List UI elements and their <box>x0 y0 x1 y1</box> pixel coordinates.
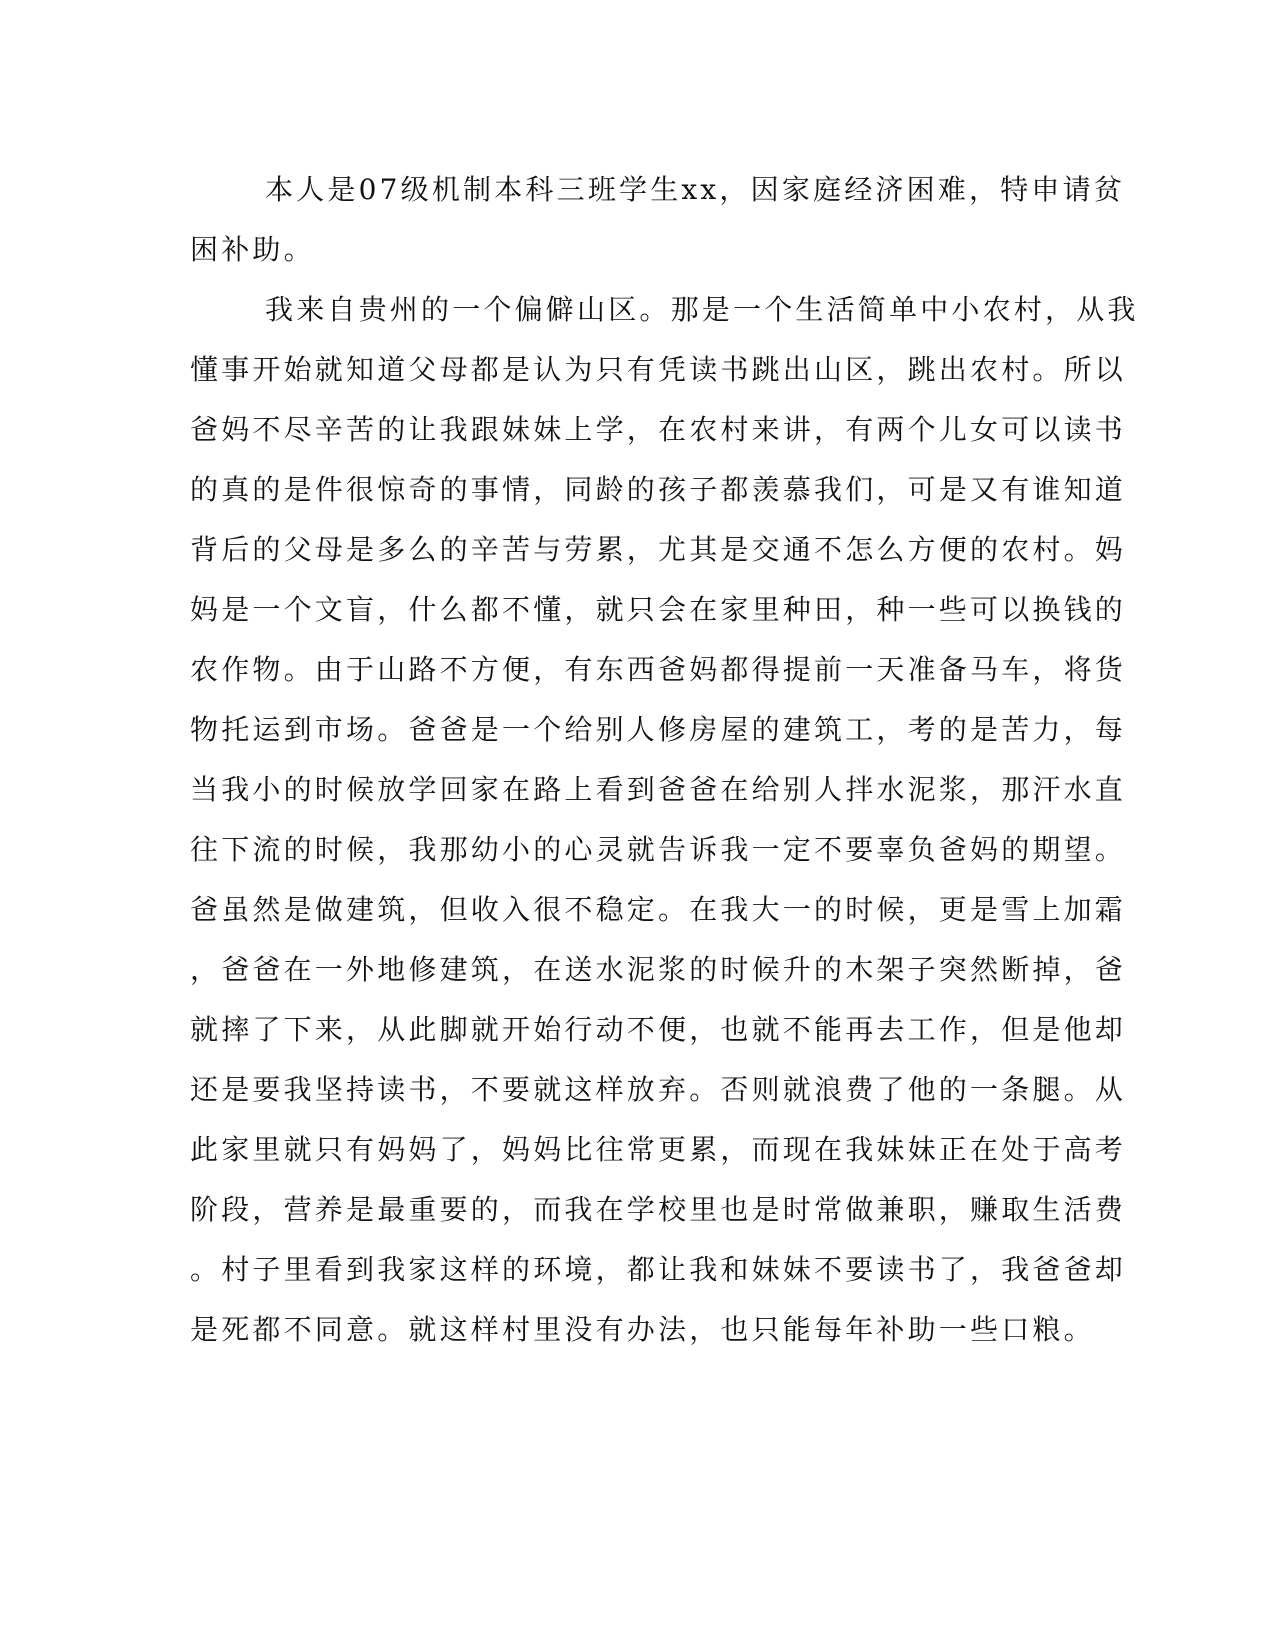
text-line: 农作物。由于山路不方便，有东西爸妈都得提前一天准备马车，将货 <box>190 653 1127 686</box>
paragraph-1 <box>190 160 1126 280</box>
text-line: 阶段，营养是最重要的，而我在学校里也是时常做兼职，赚取生活费 <box>190 1193 1127 1226</box>
text-line: 。村子里看到我家这样的环境，都让我和妹妹不要读书了，我爸爸却 <box>190 1253 1127 1286</box>
text-line: 爸虽然是做建筑，但收入很不稳定。在我大一的时候，更是雪上加霜 <box>190 893 1127 926</box>
text-line: ，爸爸在一外地修建筑，在送水泥浆的时候升的木架子突然断掉，爸 <box>190 953 1127 986</box>
text-line: 物托运到市场。爸爸是一个给别人修房屋的建筑工，考的是苦力，每 <box>190 713 1127 746</box>
text-line: 往下流的时候，我那幼小的心灵就告诉我一定不要辜负爸妈的期望。 <box>190 833 1127 866</box>
text-line: 还是要我坚持读书，不要就这样放弃。否则就浪费了他的一条腿。从 <box>190 1073 1127 1106</box>
text-line: 当我小的时候放学回家在路上看到爸爸在给别人拌水泥浆，那汗水直 <box>190 773 1127 806</box>
text-line: 的真的是件很惊奇的事情，同龄的孩子都羡慕我们，可是又有谁知道 <box>190 473 1127 506</box>
text-line: 背后的父母是多么的辛苦与劳累，尤其是交通不怎么方便的农村。妈 <box>190 533 1127 566</box>
text-line: 本人是07级机制本科三班学生xx，因家庭经济困难，特申请贫 <box>265 173 1126 206</box>
text-line: 就摔了下来，从此脚就开始行动不便，也就不能再去工作，但是他却 <box>190 1013 1127 1046</box>
text-line: 懂事开始就知道父母都是认为只有凭读书跳出山区，跳出农村。所以 <box>190 353 1127 386</box>
text-line: 妈是一个文盲，什么都不懂，就只会在家里种田，种一些可以换钱的 <box>190 593 1127 626</box>
text-line: 我来自贵州的一个偏僻山区。那是一个生活简单中小农村，从我 <box>265 293 1139 326</box>
text-line: 困补助。 <box>190 233 315 266</box>
text-line: 是死都不同意。就这样村里没有办法，也只能每年补助一些口粮。 <box>190 1313 1095 1346</box>
text-line: 此家里就只有妈妈了，妈妈比往常更累，而现在我妹妹正在处于高考 <box>190 1133 1127 1166</box>
document-body <box>190 160 1139 1360</box>
text-line: 爸妈不尽辛苦的让我跟妹妹上学，在农村来讲，有两个儿女可以读书 <box>190 413 1127 446</box>
paragraph-2 <box>190 280 1139 1360</box>
